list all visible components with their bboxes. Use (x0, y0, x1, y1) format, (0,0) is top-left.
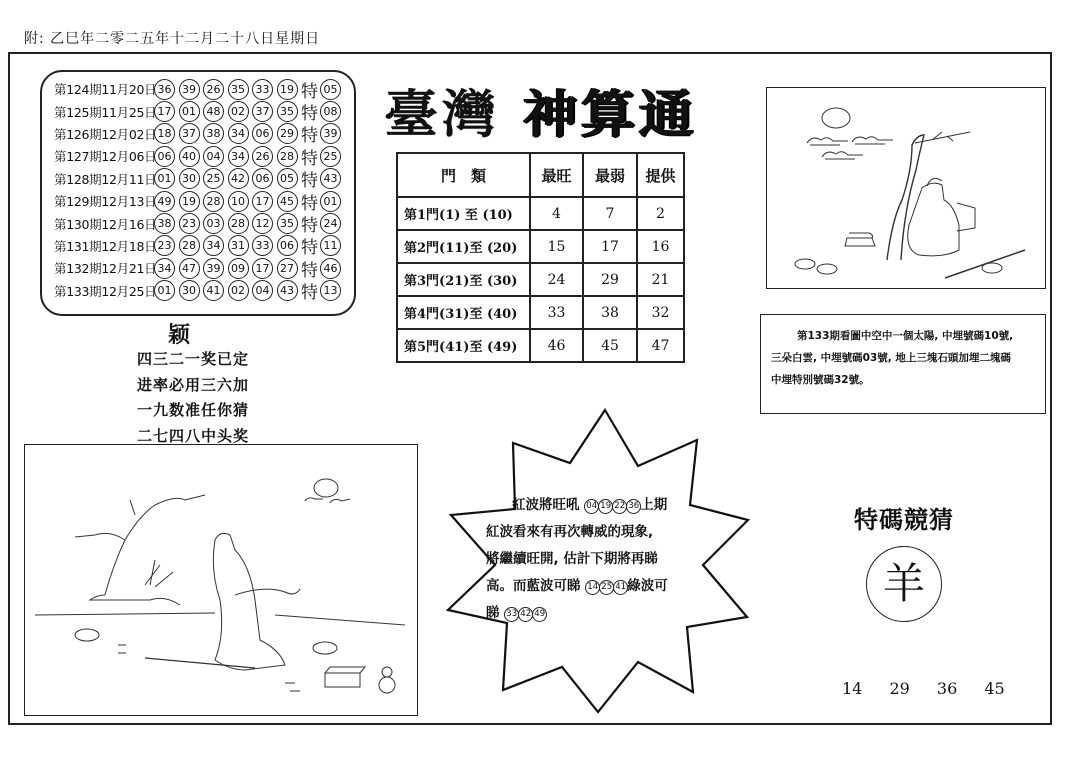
small-number-ball: 25 (599, 580, 614, 595)
number-ball: 03 (203, 213, 224, 234)
number-ball: 30 (179, 168, 200, 189)
special-mark: 特 (301, 126, 318, 147)
number-ball: 45 (277, 191, 298, 212)
page-title (384, 74, 697, 147)
history-row (54, 257, 354, 279)
number-ball: 06 (154, 146, 175, 167)
hint-note-box (760, 314, 1046, 414)
small-number-ball: 36 (626, 499, 641, 514)
poem-line: 二七四八中头奖 (137, 426, 250, 445)
number-ball: 02 (228, 101, 249, 122)
star-line-4: 高。而藍波可睇 14 25 41綠波可 (486, 578, 668, 594)
number-ball: 28 (203, 191, 224, 212)
number-ball: 34 (228, 146, 249, 167)
number-ball: 42 (228, 168, 249, 189)
special-ball: 01 (320, 191, 341, 212)
poem-line: 四三二一奖已定 (137, 350, 250, 368)
draw-label: 第130期12月16日 (54, 216, 157, 232)
max-value: 4 (530, 197, 583, 230)
history-results-box (40, 70, 356, 316)
history-row (54, 100, 354, 125)
draw-label: 第128期12月11日 (54, 171, 157, 187)
table-row (397, 230, 684, 263)
draw-label: 第127期12月06日 (54, 149, 157, 165)
number-ball: 37 (179, 123, 200, 144)
date-line: 附: 乙巳年二零二五年十二月二十八日星期日 (24, 31, 321, 47)
special-number: 14 (842, 679, 863, 698)
draw-label: 第129期12月13日 (54, 194, 157, 210)
number-ball: 26 (252, 146, 273, 167)
note-line: 三朵白雲, 中埋號碼03號, 地上三塊石頭加埋二塊碼 (771, 352, 1011, 364)
special-ball: 08 (320, 101, 341, 122)
small-number-ball: 42 (518, 607, 533, 622)
draw-label: 第133期12月25日 (54, 283, 157, 299)
number-ball: 01 (154, 168, 175, 189)
draw-label: 第126期12月02日 (54, 126, 157, 142)
special-mark: 特 (301, 171, 318, 192)
number-ball: 23 (179, 213, 200, 234)
number-ball: 40 (179, 146, 200, 167)
special-mark: 特 (301, 216, 318, 237)
sun-icon (822, 108, 850, 128)
number-ball: 19 (179, 191, 200, 212)
small-number-ball: 49 (532, 607, 547, 622)
star-line-5: 睇 33 42 49 (486, 600, 716, 627)
door-label: 第4門(31)至 (40) (397, 296, 530, 329)
star-line-2: 紅波看來有再次轉威的現象, (486, 524, 654, 540)
star-line-3: 將繼續旺開, 估計下期將再睇 (486, 551, 658, 567)
number-ball: 18 (154, 123, 175, 144)
number-ball: 10 (228, 191, 249, 212)
title-part2: 神算通 (522, 83, 697, 145)
number-ball: 30 (179, 280, 200, 301)
number-ball: 06 (252, 168, 273, 189)
table-row (397, 263, 684, 296)
poem (137, 347, 249, 449)
wave-analysis-text (486, 492, 716, 627)
history-row (54, 168, 354, 190)
number-ball: 35 (277, 213, 298, 234)
provide-value: 32 (637, 296, 684, 329)
draw-label: 第124期11月20日 (54, 82, 157, 98)
small-number-ball: 22 (612, 499, 627, 514)
number-ball: 25 (203, 168, 224, 189)
number-ball: 38 (203, 123, 224, 144)
poem-line: 进率必用三六加 (137, 375, 250, 394)
header-max: 最旺 (530, 153, 583, 197)
small-number-ball: 04 (584, 499, 599, 514)
provide-value: 21 (637, 263, 684, 296)
special-number: 36 (936, 679, 958, 698)
provide-value: 2 (637, 197, 684, 230)
number-ball: 38 (154, 213, 175, 234)
small-number-ball: 41 (613, 580, 628, 595)
number-ball: 12 (252, 213, 273, 234)
draw-label: 第132期12月21日 (54, 261, 157, 277)
number-ball: 02 (228, 280, 249, 301)
number-ball: 06 (277, 235, 298, 256)
special-mark: 特 (301, 81, 318, 102)
door-label: 第3門(21)至 (30) (397, 263, 530, 296)
number-ball: 37 (252, 101, 273, 122)
number-ball: 06 (252, 123, 273, 144)
provide-value: 16 (637, 230, 684, 263)
number-ball: 35 (228, 79, 249, 100)
special-mark: 特 (301, 193, 318, 214)
number-ball: 05 (277, 168, 298, 189)
table-row (397, 329, 684, 362)
history-row (54, 235, 354, 257)
history-row (54, 78, 354, 100)
special-mark: 特 (301, 238, 318, 259)
title-part1: 臺灣 (384, 83, 500, 145)
number-ball: 23 (154, 235, 175, 256)
door-label: 第2門(11)至 (20) (397, 230, 530, 263)
number-ball: 49 (154, 191, 175, 212)
special-ball: 43 (320, 168, 341, 189)
star-line-1: 紅波將旺吼 04 19 22 36上期 (512, 497, 668, 513)
door-table (396, 152, 685, 363)
number-ball: 28 (277, 146, 298, 167)
special-ball: 13 (320, 280, 341, 301)
number-ball: 17 (252, 191, 273, 212)
number-ball: 33 (252, 235, 273, 256)
number-ball: 48 (203, 101, 224, 122)
history-row (54, 145, 354, 167)
number-ball: 34 (154, 258, 175, 279)
number-ball: 43 (277, 280, 298, 301)
min-value: 7 (583, 197, 637, 230)
header-min: 最弱 (583, 153, 637, 197)
number-ball: 19 (277, 79, 298, 100)
special-ball: 11 (320, 235, 341, 256)
zodiac-circle: 羊 (866, 546, 942, 622)
max-value: 46 (530, 329, 583, 362)
illustration-standing-sage (24, 444, 418, 716)
special-ball: 25 (320, 146, 341, 167)
max-value: 24 (530, 263, 583, 296)
min-value: 17 (583, 230, 637, 263)
history-row (54, 123, 354, 145)
min-value: 38 (583, 296, 637, 329)
small-number-ball: 14 (585, 580, 600, 595)
door-label: 第1門(1) 至 (10) (397, 197, 530, 230)
special-mark: 特 (301, 283, 318, 304)
number-ball: 29 (277, 123, 298, 144)
number-ball: 28 (228, 213, 249, 234)
note-line: 中埋特別號碼32號。 (771, 374, 870, 386)
provide-value: 47 (637, 329, 684, 362)
note-line: 第133期看圖中空中一個太陽, 中埋號碼10號, (797, 330, 1014, 342)
special-mark: 特 (301, 260, 318, 281)
number-ball: 28 (179, 235, 200, 256)
sage-with-tree-drawing (25, 445, 416, 714)
special-mark: 特 (301, 148, 318, 169)
special-numbers (842, 679, 1017, 698)
special-ball: 39 (320, 123, 341, 144)
red-wave-balls (584, 497, 640, 513)
special-number: 29 (889, 679, 910, 698)
number-ball: 31 (228, 235, 249, 256)
header-provide: 提供 (637, 153, 684, 197)
special-mark: 特 (301, 104, 318, 125)
green-wave-balls (504, 605, 546, 621)
special-ball: 05 (320, 79, 341, 100)
number-ball: 47 (179, 258, 200, 279)
sage-under-tree-drawing (767, 88, 1044, 287)
blue-wave-balls (585, 578, 627, 594)
number-ball: 17 (252, 258, 273, 279)
max-value: 15 (530, 230, 583, 263)
special-ball: 24 (320, 213, 341, 234)
special-guess-title: 特碼競猜 (854, 505, 954, 534)
number-ball: 01 (179, 101, 200, 122)
number-ball: 33 (252, 79, 273, 100)
min-value: 29 (583, 263, 637, 296)
poem-line: 一九数准任你猜 (137, 401, 250, 419)
number-ball: 35 (277, 101, 298, 122)
draw-label: 第131期12月18日 (54, 238, 157, 254)
small-number-ball: 19 (598, 499, 613, 514)
small-number-ball: 33 (504, 607, 519, 622)
number-ball: 04 (252, 280, 273, 301)
number-ball: 39 (179, 79, 200, 100)
number-ball: 01 (154, 280, 175, 301)
door-label: 第5門(41)至 (49) (397, 329, 530, 362)
sun-icon (314, 479, 338, 497)
table-row (397, 296, 684, 329)
number-ball: 39 (203, 258, 224, 279)
number-ball: 17 (154, 101, 175, 122)
number-ball: 36 (154, 79, 175, 100)
history-row (54, 212, 354, 237)
max-value: 33 (530, 296, 583, 329)
poem-title: 颖 (168, 322, 191, 348)
history-row (54, 280, 354, 302)
table-header-row (397, 153, 684, 197)
illustration-sitting-sage (766, 87, 1046, 289)
table-row (397, 197, 684, 230)
number-ball: 04 (203, 146, 224, 167)
number-ball: 34 (203, 235, 224, 256)
special-ball: 46 (320, 258, 341, 279)
number-ball: 34 (228, 123, 249, 144)
number-ball: 41 (203, 280, 224, 301)
draw-label: 第125期11月25日 (54, 104, 157, 120)
number-ball: 09 (228, 258, 249, 279)
special-number: 45 (984, 679, 1005, 698)
history-row (54, 190, 354, 212)
number-ball: 27 (277, 258, 298, 279)
header-category: 門 類 (397, 153, 530, 197)
min-value: 45 (583, 329, 637, 362)
number-ball: 26 (203, 79, 224, 100)
